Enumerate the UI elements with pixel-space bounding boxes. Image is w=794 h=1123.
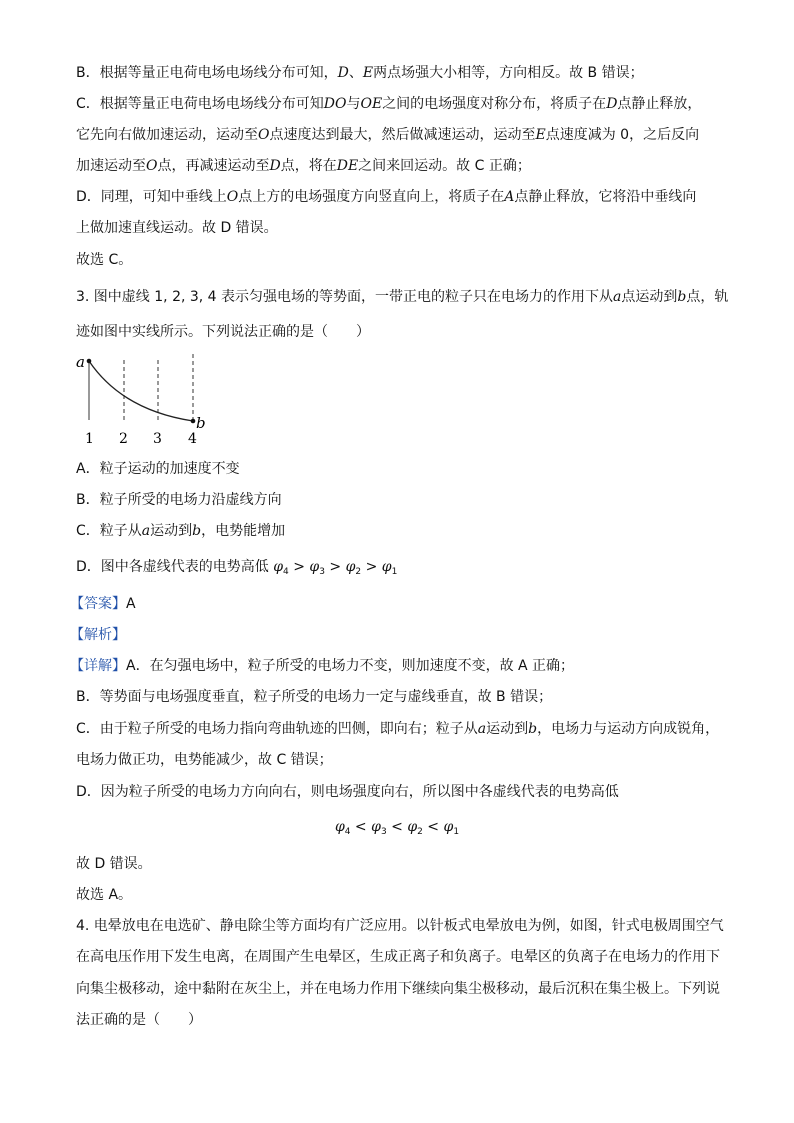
q2-option-c-explanation-line3: 加速运动至O点，再减速运动至D点，将在DE之间来回运动。故 C 正确； [76, 158, 531, 174]
point-a-label: a [76, 353, 85, 371]
line-label-1: 1 [85, 431, 94, 447]
q4-stem-line3: 向集尘极移动，途中黏附在灰尘上，并在电场力作用下继续向集尘极移动，最后沉积在集尘极上。下列说 [76, 981, 720, 997]
q3-detail-a: 【详解】A．在匀强电场中，粒子所受的电场力不变，则加速度不变，故 A 正确； [70, 658, 575, 674]
q3-detail-c-line2: 电场力做正功，电势能减少，故 C 错误； [76, 752, 333, 768]
q3-detail-d-expression: $\varphi_4 < \varphi_3 < \varphi_2 < \varphi_1$ [334, 819, 460, 837]
q3-analysis-heading: 【解析】 [70, 627, 126, 643]
point-b-dot [191, 419, 196, 424]
equipotential-diagram [72, 350, 212, 448]
q3-option-d: D．图中各虚线代表的电势高低 $\varphi_4 > \varphi_3 > \varphi_2 > \varphi_1$ [76, 559, 398, 577]
q3-option-c: C．粒子从a运动到b，电势能增加 [76, 523, 286, 539]
line-label-3: 3 [153, 431, 162, 447]
q3-stem-line1: 3. 图中虚线 1, 2, 3, 4 表示匀强电场的等势面，一带正电的粒子只在电场力的作用下从a点运动到b点，轨 [76, 289, 729, 305]
q4-stem-line2: 在高电压作用下发生电离，在周围产生电晕区，生成正离子和负离子。电晕区的负离子在电场力的作用下 [76, 949, 720, 965]
q2-option-c-explanation-line1: C．根据等量正电荷电场电场线分布可知DO与OE之间的电场强度对称分布，将质子在D点静止释放， [76, 96, 702, 112]
q2-option-d-explanation-line1: D．同理，可知中垂线上O点上方的电场强度方向竖直向上，将质子在A点静止释放，它将沿中垂线向 [76, 189, 697, 205]
q4-stem-line1: 4. 电晕放电在电选矿、静电除尘等方面均有广泛应用。以针板式电晕放电为例，如图，针式电极周围空气 [76, 918, 724, 934]
q2-conclusion: 故选 C。 [76, 252, 133, 268]
q3-stem-line2: 迹如图中实线所示。下列说法正确的是（ ） [76, 324, 370, 340]
point-a-dot [87, 359, 92, 364]
q3-detail-b: B．等势面与电场强度垂直，粒子所受的电场力一定与虚线垂直，故 B 错误； [76, 689, 553, 705]
q3-detail-d-end: 故 D 错误。 [76, 856, 152, 872]
q3-detail-c-line1: C．由于粒子所受的电场力指向弯曲轨迹的凹侧，即向右；粒子从a运动到b，电场力与运动方向成锐角， [76, 721, 720, 737]
q4-stem-line4: 法正确的是（ ） [76, 1012, 202, 1028]
q3-conclusion: 故选 A。 [76, 887, 133, 903]
q2-option-c-explanation-line2: 它先向右做加速运动，运动至O点速度达到最大，然后做减速运动，运动至E点速度减为 0，之后反向 [76, 127, 700, 143]
particle-trajectory [89, 361, 193, 421]
line-label-4: 4 [188, 431, 197, 447]
q2-option-b-explanation: B．根据等量正电荷电场电场线分布可知，D、E两点场强大小相等，方向相反。故 B 错误； [76, 65, 644, 81]
q2-option-d-explanation-line2: 上做加速直线运动。故 D 错误。 [76, 220, 278, 236]
q3-option-b: B．粒子所受的电场力沿虚线方向 [76, 492, 282, 508]
q3-option-a: A．粒子运动的加速度不变 [76, 461, 240, 477]
q3-detail-d: D．因为粒子所受的电场力方向向右，则电场强度向右，所以图中各虚线代表的电势高低 [76, 784, 619, 800]
q3-answer: 【答案】A [70, 596, 136, 612]
line-label-2: 2 [119, 431, 128, 447]
point-b-label: b [196, 414, 206, 432]
